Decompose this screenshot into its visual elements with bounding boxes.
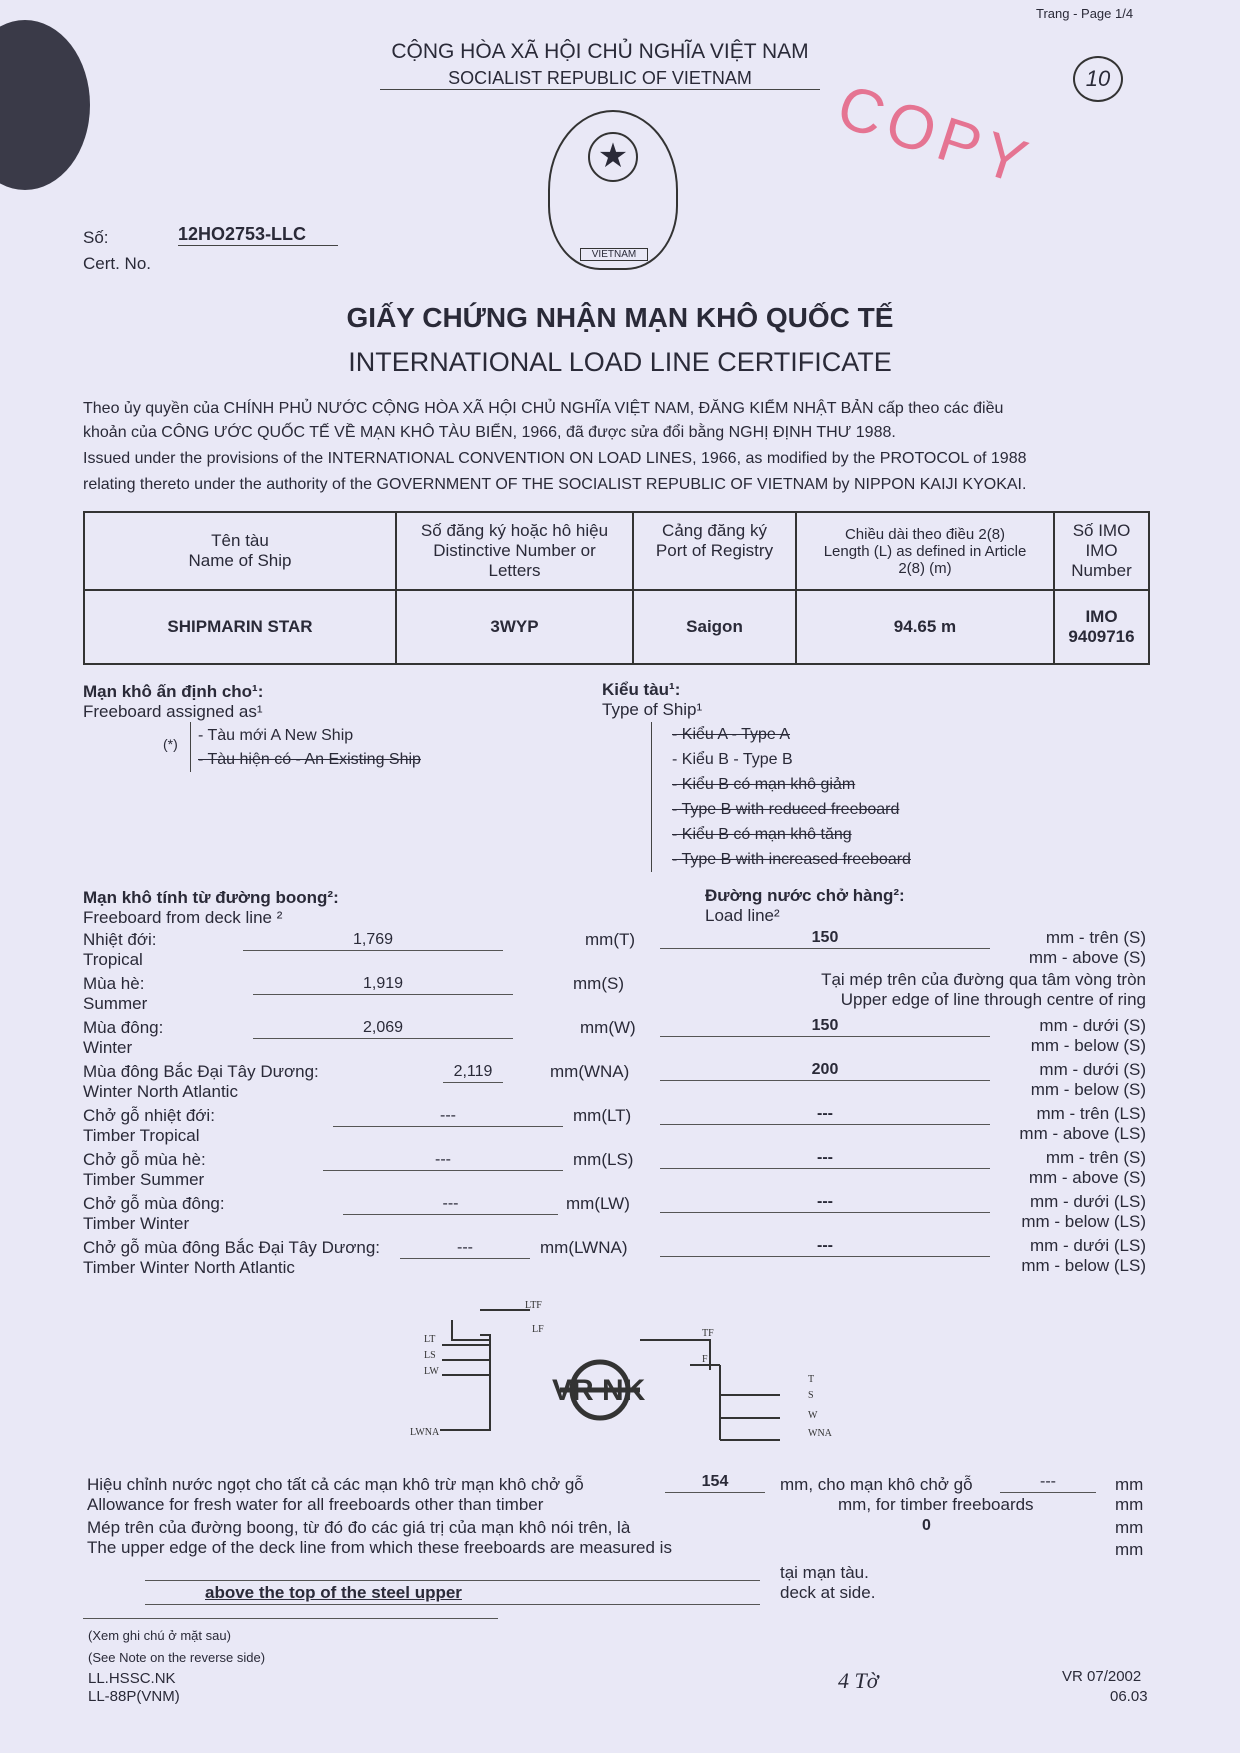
ship-type-item: - Kiểu B có mạn khô tăng — [672, 826, 852, 843]
note-vn: (Xem ghi chú ở mặt sau) — [88, 1628, 231, 1643]
load-line-unit-vn: mm - dưới (S) — [1039, 1060, 1146, 1079]
load-line-unit-en: mm - above (S) — [1028, 1168, 1146, 1187]
load-line-unit-vn: mm - dưới (LS) — [1029, 1236, 1146, 1255]
freeboard-value: --- — [343, 1195, 558, 1215]
vr-nk-logo: VR NK — [552, 1374, 646, 1407]
handwritten-sheets: 4 Tờ — [838, 1668, 879, 1693]
allowance-value: 154 — [665, 1473, 765, 1493]
freeboard-unit: mm(LS) — [573, 1150, 634, 1169]
load-line-unit-vn: mm - dưới (LS) — [1029, 1192, 1146, 1211]
load-line-value: --- — [660, 1237, 990, 1257]
ring-note-en: Upper edge of line through centre of ring — [840, 990, 1146, 1009]
ship-name: SHIPMARIN STAR — [84, 590, 396, 664]
form-code-1: LL.HSSC.NK — [88, 1670, 176, 1687]
allowance-timber-en: mm, for timber freeboards — [838, 1495, 1034, 1514]
table-row — [84, 590, 1149, 664]
national-emblem — [548, 110, 678, 270]
freeboard-label-en: Tropical — [83, 950, 143, 969]
freeboard-label-en: Timber Tropical — [83, 1126, 200, 1145]
new-ship-option: - Tàu mới A New Ship — [198, 727, 354, 744]
load-line-unit-vn: mm - trên (LS) — [1036, 1104, 1146, 1123]
load-line-value: --- — [660, 1105, 990, 1125]
freeboard-value: --- — [323, 1151, 563, 1171]
imo-number: IMO 9409716 — [1054, 590, 1149, 664]
version-2: 06.03 — [1110, 1688, 1148, 1705]
load-line-unit-en: mm - below (LS) — [1021, 1212, 1146, 1231]
freeboard-label-vn: Chở gỗ mùa đông: — [83, 1194, 225, 1213]
load-line-vn: Đường nước chở hàng²: — [705, 886, 905, 905]
freeboard-label-vn: Chở gỗ nhiệt đới: — [83, 1106, 215, 1125]
allowance-vn: Hiệu chỉnh nước ngọt cho tất cả các mạn khô trừ mạn khô chở gỗ — [87, 1475, 584, 1494]
rule-line — [83, 1618, 498, 1619]
ship-type-item: - Kiểu A - Type A — [672, 726, 790, 743]
form-code-2: LL-88P(VNM) — [88, 1688, 180, 1705]
version-1: VR 07/2002 — [1062, 1668, 1142, 1685]
freeboard-value: --- — [333, 1107, 563, 1127]
mark-f: F — [702, 1354, 708, 1365]
freeboard-value: 2,119 — [443, 1063, 503, 1083]
freeboard-assigned-vn: Mạn khô ấn định cho¹: — [83, 682, 264, 701]
load-line-value: --- — [660, 1149, 990, 1169]
freeboard-label-vn: Mùa đông: — [83, 1018, 164, 1037]
intro-vn-2: khoản của CÔNG ƯỚC QUỐC TẾ VỀ MẠN KHÔ TÀU BIỂN, 1966, đã được sửa đổi bằng NGHỊ ĐỊNH THƯ 1988. — [83, 424, 896, 441]
ship-particulars-table — [83, 511, 1150, 665]
header-name: Tên tàu Name of Ship — [84, 512, 396, 590]
mark-w: W — [808, 1410, 818, 1421]
ring-note-vn: Tại mép trên của đường qua tâm vòng tròn — [821, 970, 1146, 989]
freeboard-label-vn: Mùa hè: — [83, 974, 145, 993]
freeboard-label-en: Winter North Atlantic — [83, 1082, 238, 1101]
title-vn: GIẤY CHỨNG NHẬN MẠN KHÔ QUỐC TẾ — [346, 302, 894, 333]
page-label: Trang - Page 1/4 — [1036, 6, 1134, 21]
load-line-value: --- — [660, 1193, 990, 1213]
deckline-value: 0 — [922, 1517, 931, 1534]
freeboard-value: 1,769 — [243, 931, 503, 951]
cert-number: 12HO2753-LLC — [178, 224, 338, 246]
freeboard-label-vn: Chở gỗ mùa đông Bắc Đại Tây Dương: — [83, 1238, 381, 1257]
deckline-text: above the top of the steel upper — [205, 1583, 462, 1602]
mark-s: S — [808, 1390, 814, 1401]
existing-ship-option: - Tàu hiện có - An Existing Ship — [198, 751, 421, 768]
load-line-value: 200 — [660, 1061, 990, 1081]
freeboard-unit: mm(LWNA) — [540, 1238, 628, 1257]
ship-type-list — [672, 726, 911, 876]
load-line-value: 150 — [660, 929, 990, 949]
copy-stamp: COPY — [829, 71, 1041, 200]
freeboard-value: 1,919 — [253, 975, 513, 995]
bracket-line — [190, 722, 191, 772]
title-en: INTERNATIONAL LOAD LINE CERTIFICATE — [348, 347, 892, 377]
port-of-registry: Saigon — [633, 590, 796, 664]
freeboard-label-en: Timber Winter — [83, 1214, 190, 1233]
seal-logo — [0, 20, 90, 190]
deckline-vn: Mép trên của đường boong, từ đó đo các giá trị của mạn khô nói trên, là — [87, 1518, 631, 1537]
cert-label-vn: Số: — [83, 228, 109, 247]
cert-label-en: Cert. No. — [83, 254, 152, 273]
header-length: Chiều dài theo điều 2(8) Length (L) as defined in Article 2(8) (m) — [796, 512, 1054, 590]
load-line-en: Load line² — [705, 906, 780, 925]
allowance-en: Allowance for fresh water for all freeboards other than timber — [87, 1495, 544, 1514]
emblem-text: VIETNAM — [580, 248, 648, 261]
mark-lt: LT — [424, 1334, 436, 1345]
ship-length: 94.65 m — [796, 590, 1054, 664]
freeboard-unit: mm(LT) — [573, 1106, 632, 1125]
freeboard-label-vn: Mùa đông Bắc Đại Tây Dương: — [83, 1062, 319, 1081]
mark-lwna: LWNA — [410, 1427, 440, 1438]
load-line-value: 150 — [660, 1017, 990, 1037]
ship-type-item: - Type B with reduced freeboard — [672, 801, 900, 818]
load-line-diagram — [400, 1300, 860, 1450]
load-line-unit-vn: mm - trên (S) — [1045, 928, 1146, 947]
distinctive-letters: 3WYP — [396, 590, 633, 664]
load-line-unit-en: mm - above (LS) — [1019, 1124, 1146, 1143]
freeboard-label-en: Timber Summer — [83, 1170, 205, 1189]
ship-type-en: Type of Ship¹ — [602, 700, 703, 719]
freeboard-unit: mm(LW) — [566, 1194, 630, 1213]
freeboard-unit: mm(S) — [573, 974, 624, 993]
load-line-unit-en: mm - below (S) — [1030, 1080, 1146, 1099]
freeboard-deck-vn: Mạn khô tính từ đường boong²: — [83, 888, 339, 907]
allowance-timber-vn: mm, cho mạn khô chở gỗ — [780, 1475, 973, 1494]
allowance-unit-1: mm — [1115, 1475, 1144, 1494]
mark-tf: TF — [702, 1328, 714, 1339]
freeboard-label-vn: Nhiệt đới: — [83, 930, 157, 949]
table-header-row — [84, 512, 1149, 590]
intro-vn-1: Theo ủy quyền của CHÍNH PHỦ NƯỚC CỘNG HÒA XÃ HỘI CHỦ NGHĨA VIỆT NAM, ĐĂNG KIỂM NHẬT BẢN cấp theo các điều — [83, 400, 1004, 417]
freeboard-value: --- — [400, 1239, 530, 1259]
mark-lf: LF — [532, 1324, 544, 1335]
intro-en-2: relating thereto under the authority of the GOVERNMENT OF THE SOCIALIST REPUBLIC OF VIETNAM by NIPPON KAIJI KYOKAI. — [83, 476, 1027, 493]
asterisk-mark: (*) — [163, 736, 178, 752]
freeboard-deck-en: Freeboard from deck line ² — [83, 908, 283, 927]
deckline-unit-2: mm — [1115, 1540, 1144, 1559]
ship-type-item: - Kiểu B - Type B — [672, 751, 793, 768]
handwritten-number: 10 — [1073, 56, 1123, 102]
allowance-timber-value: --- — [1000, 1473, 1096, 1493]
freeboard-unit: mm(W) — [580, 1018, 636, 1037]
load-line-unit-en: mm - below (LS) — [1021, 1256, 1146, 1275]
mark-t: T — [808, 1374, 815, 1385]
allowance-unit-2: mm — [1115, 1495, 1144, 1514]
freeboard-label-vn: Chở gỗ mùa hè: — [83, 1150, 206, 1169]
header-port: Cảng đăng ký Port of Registry — [633, 512, 796, 590]
load-line-unit-vn: mm - trên (S) — [1045, 1148, 1146, 1167]
load-line-unit-en: mm - below (S) — [1030, 1036, 1146, 1055]
mark-lw: LW — [424, 1366, 439, 1377]
bracket-line — [651, 722, 652, 872]
freeboard-unit: mm(T) — [585, 930, 636, 949]
rule-line — [145, 1604, 760, 1605]
intro-en-1: Issued under the provisions of the INTERNATIONAL CONVENTION ON LOAD LINES, 1966, as modified by the PROTOCOL of 1988 — [83, 450, 1027, 467]
mark-ltf: LTF — [525, 1300, 542, 1311]
header-imo: Số IMO IMO Number — [1054, 512, 1149, 590]
header-vn: CỘNG HÒA XÃ HỘI CHỦ NGHĨA VIỆT NAM — [391, 40, 809, 63]
deckline-en: The upper edge of the deck line from which these freeboards are measured is — [87, 1538, 672, 1557]
note-en: (See Note on the reverse side) — [88, 1650, 266, 1665]
load-line-unit-en: mm - above (S) — [1028, 948, 1146, 967]
deck-side-en: deck at side. — [780, 1583, 876, 1602]
load-line-unit-vn: mm - dưới (S) — [1039, 1016, 1146, 1035]
header-en: SOCIALIST REPUBLIC OF VIETNAM — [380, 68, 820, 90]
header-distinctive: Số đăng ký hoặc hô hiệu Distinctive Number or Letters — [396, 512, 633, 590]
freeboard-assigned-en: Freeboard assigned as¹ — [83, 702, 263, 721]
ship-type-item: - Kiểu B có mạn khô giảm — [672, 776, 856, 793]
freeboard-label-en: Summer — [83, 994, 148, 1013]
freeboard-label-en: Timber Winter North Atlantic — [83, 1258, 295, 1277]
freeboard-value: 2,069 — [253, 1019, 513, 1039]
ship-type-item: - Type B with increased freeboard — [672, 851, 911, 868]
freeboard-label-en: Winter — [83, 1038, 133, 1057]
freeboard-unit: mm(WNA) — [550, 1062, 630, 1081]
deck-side-vn: tại mạn tàu. — [780, 1563, 869, 1582]
ship-type-vn: Kiểu tàu¹: — [602, 680, 681, 699]
mark-wna: WNA — [808, 1428, 832, 1439]
rule-line — [145, 1580, 760, 1581]
deckline-unit-1: mm — [1115, 1518, 1144, 1537]
mark-ls: LS — [424, 1350, 436, 1361]
star-icon: ★ — [588, 132, 638, 182]
